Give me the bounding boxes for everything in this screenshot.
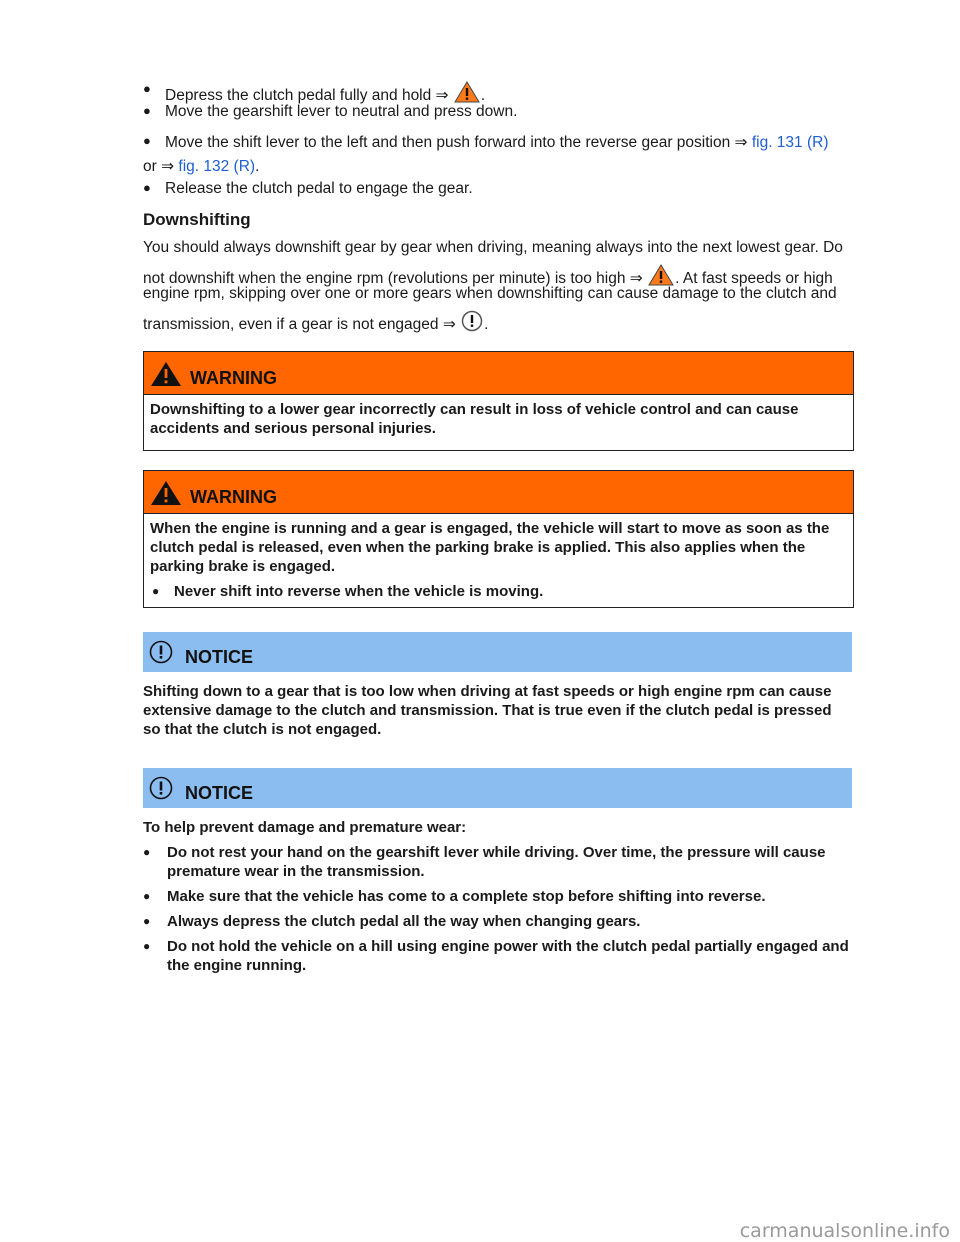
bullet-text: Never shift into reverse when the vehicle is moving. <box>174 583 544 600</box>
warning-text: When the engine is running and a gear is engaged, the vehicle will start to move as soon as the clutch pedal is released, even when the parking brake is applied. This also applies when the parking brake is engaged. <box>150 520 830 575</box>
notice-bullet <box>143 887 852 906</box>
warning-header <box>144 352 853 395</box>
notice-header <box>143 768 852 808</box>
bullet-text: Depress the clutch pedal fully and hold ⇒ . <box>165 81 485 105</box>
bullet-dot: ● <box>143 939 151 953</box>
bullet-text: Move the shift lever to the left and then push forward into the reverse gear position ⇒ fig. 131 (R) <box>165 134 829 151</box>
bullet-text: Always depress the clutch pedal all the way when changing gears. <box>167 913 641 930</box>
warning-box <box>143 351 854 451</box>
paragraph-line: transmission, even if a gear is not engaged ⇒ . <box>143 310 488 334</box>
warning-body <box>144 395 853 450</box>
figure-link[interactable]: fig. 132 (R) <box>178 158 256 175</box>
notice-header <box>143 632 852 672</box>
bullet-dot: ● <box>143 914 151 928</box>
bullet-dot: ● <box>152 584 160 598</box>
notice-bullet <box>143 937 852 975</box>
bullet-text: Make sure that the vehicle has come to a complete stop before shifting into reverse. <box>167 888 766 905</box>
bullet-text: Do not hold the vehicle on a hill using engine power with the clutch pedal partially engaged and the engine running. <box>167 938 849 974</box>
warning-triangle-icon <box>648 264 674 286</box>
warning-bullet <box>150 582 847 601</box>
notice-bullet <box>143 843 852 881</box>
figure-link[interactable]: fig. 131 (R) <box>751 134 829 151</box>
warning-title: WARNING <box>190 487 277 507</box>
bullet-dot: ● <box>143 889 151 903</box>
notice-body <box>143 818 852 981</box>
warning-box <box>143 470 854 608</box>
bullet-text: Do not rest your hand on the gearshift lever while driving. Over time, the pressure will cause premature wear in the transmission. <box>167 844 826 880</box>
notice-circle-icon <box>149 776 173 800</box>
watermark: carmanualsonline.info <box>739 1220 950 1242</box>
warning-triangle-icon <box>150 361 182 387</box>
warning-title: WARNING <box>190 368 277 388</box>
paragraph-line: not downshift when the engine rpm (revolutions per minute) is too high ⇒ . At fast speeds or high <box>143 264 833 288</box>
notice-intro: To help prevent damage and premature wear: <box>143 819 467 836</box>
paragraph-line: engine rpm, skipping over one or more gears when downshifting can cause damage to the clutch and <box>143 285 837 302</box>
warning-text: Downshifting to a lower gear incorrectly can result in loss of vehicle control and can cause accidents and serious personal injuries. <box>150 401 799 437</box>
notice-text: Shifting down to a gear that is too low when driving at fast speeds or high engine rpm can cause extensive damage to the clutch and transmission. That is true even if the clutch pedal is pressed so that the clutch is not engaged. <box>143 683 832 738</box>
warning-triangle-icon <box>150 480 182 506</box>
bullet-dot: ● <box>143 81 151 96</box>
notice-title: NOTICE <box>185 783 254 803</box>
bullet-text: Move the gearshift lever to neutral and press down. <box>165 103 518 120</box>
warning-body <box>144 514 853 607</box>
paragraph-line: You should always downshift gear by gear when driving, meaning always into the next lowest gear. Do <box>143 239 843 256</box>
notice-body <box>143 682 852 745</box>
warning-triangle-icon <box>454 81 480 103</box>
continuation-text: or ⇒ fig. 132 (R). <box>143 158 260 175</box>
notice-circle-icon <box>461 310 483 332</box>
notice-circle-icon <box>149 640 173 664</box>
notice-bullet <box>143 912 852 931</box>
bullet-dot: ● <box>143 845 151 859</box>
warning-header <box>144 471 853 514</box>
bullet-text: Release the clutch pedal to engage the gear. <box>165 180 473 197</box>
notice-title: NOTICE <box>185 647 254 667</box>
bullet-dot: ● <box>143 180 151 195</box>
section-heading: Downshifting <box>143 210 251 229</box>
bullet-dot: ● <box>143 103 151 118</box>
bullet-dot: ● <box>143 133 151 148</box>
